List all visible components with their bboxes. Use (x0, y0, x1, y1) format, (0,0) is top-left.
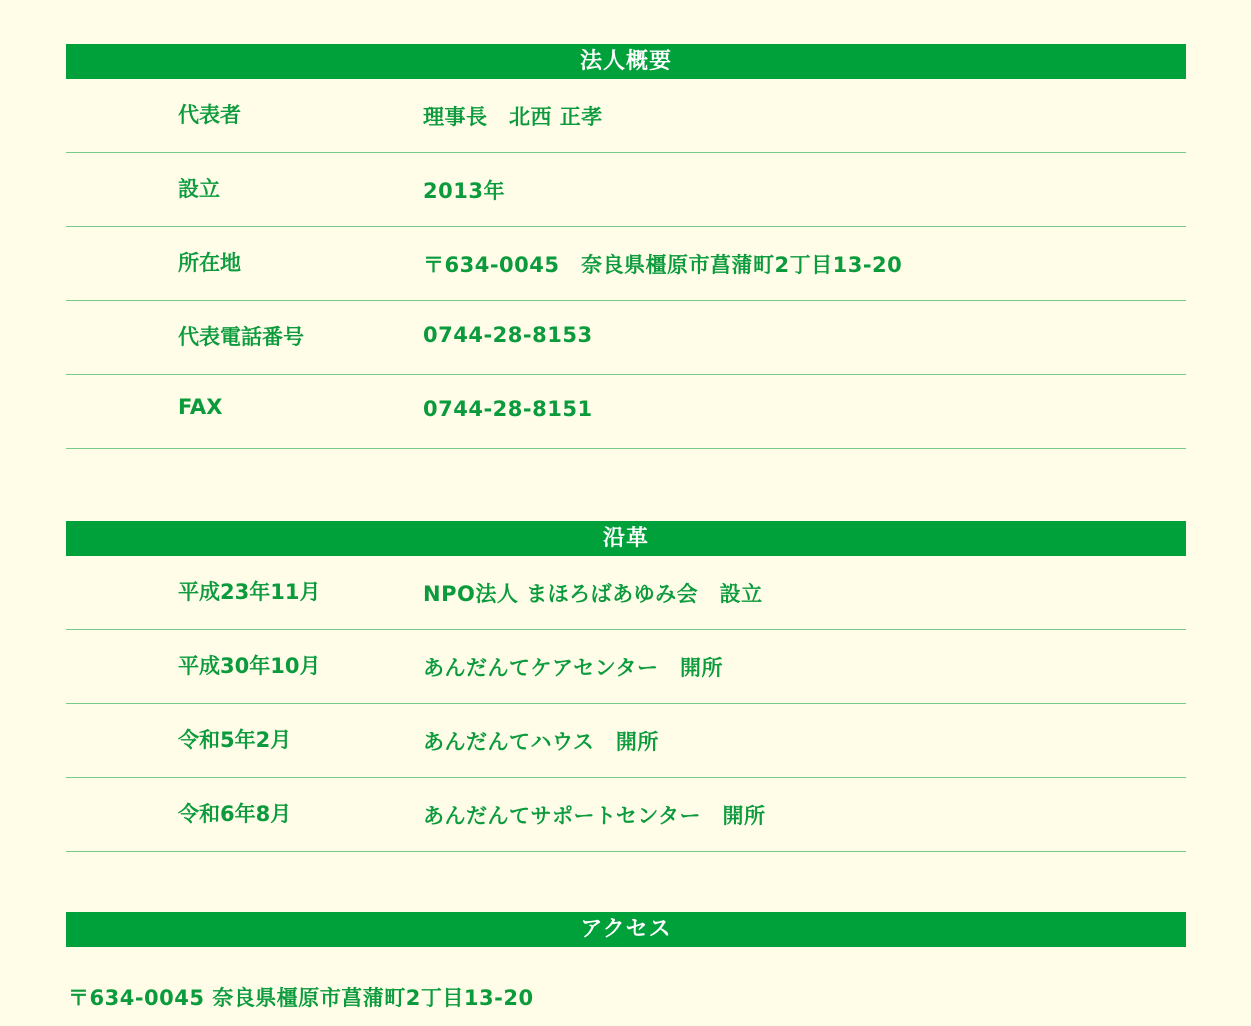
access-section (66, 912, 1186, 1010)
row-value: 〒634-0045 奈良県橿原市菖蒲町2丁目13-20 (423, 253, 903, 277)
history-event: あんだんてサポートセンター 開所 (423, 804, 766, 828)
history-row (66, 704, 1186, 778)
row-value: 0744-28-8151 (423, 397, 593, 421)
history-event: NPO法人 まほろばあゆみ会 設立 (423, 582, 763, 606)
history-row (66, 556, 1186, 630)
info-row-address (66, 227, 1186, 301)
history-date: 平成30年10月 (178, 654, 321, 678)
history-event: あんだんてハウス 開所 (423, 730, 659, 754)
row-value: 理事長 北西 正孝 (423, 105, 603, 129)
row-label: 代表電話番号 (178, 325, 304, 349)
info-row-phone (66, 301, 1186, 375)
section-title: 法人概要 (66, 44, 1186, 79)
history-date: 令和5年2月 (178, 728, 292, 752)
access-address: 〒634-0045 奈良県橿原市菖蒲町2丁目13-20 (68, 986, 534, 1010)
row-value: 0744-28-8153 (423, 323, 593, 347)
row-label: 所在地 (178, 251, 241, 275)
info-row-representative (66, 79, 1186, 153)
history-section (66, 521, 1186, 852)
history-date: 平成23年11月 (178, 580, 321, 604)
corporate-overview-section (66, 44, 1186, 449)
history-date: 令和6年8月 (178, 802, 292, 826)
info-row-fax (66, 375, 1186, 449)
row-label: 設立 (178, 177, 220, 201)
row-label: FAX (178, 395, 223, 419)
row-label: 代表者 (178, 103, 241, 127)
history-row (66, 630, 1186, 704)
section-title: アクセス (66, 912, 1186, 947)
section-title: 沿革 (66, 521, 1186, 556)
history-row (66, 778, 1186, 852)
info-row-established (66, 153, 1186, 227)
row-value: 2013年 (423, 179, 505, 203)
history-event: あんだんてケアセンター 開所 (423, 656, 723, 680)
